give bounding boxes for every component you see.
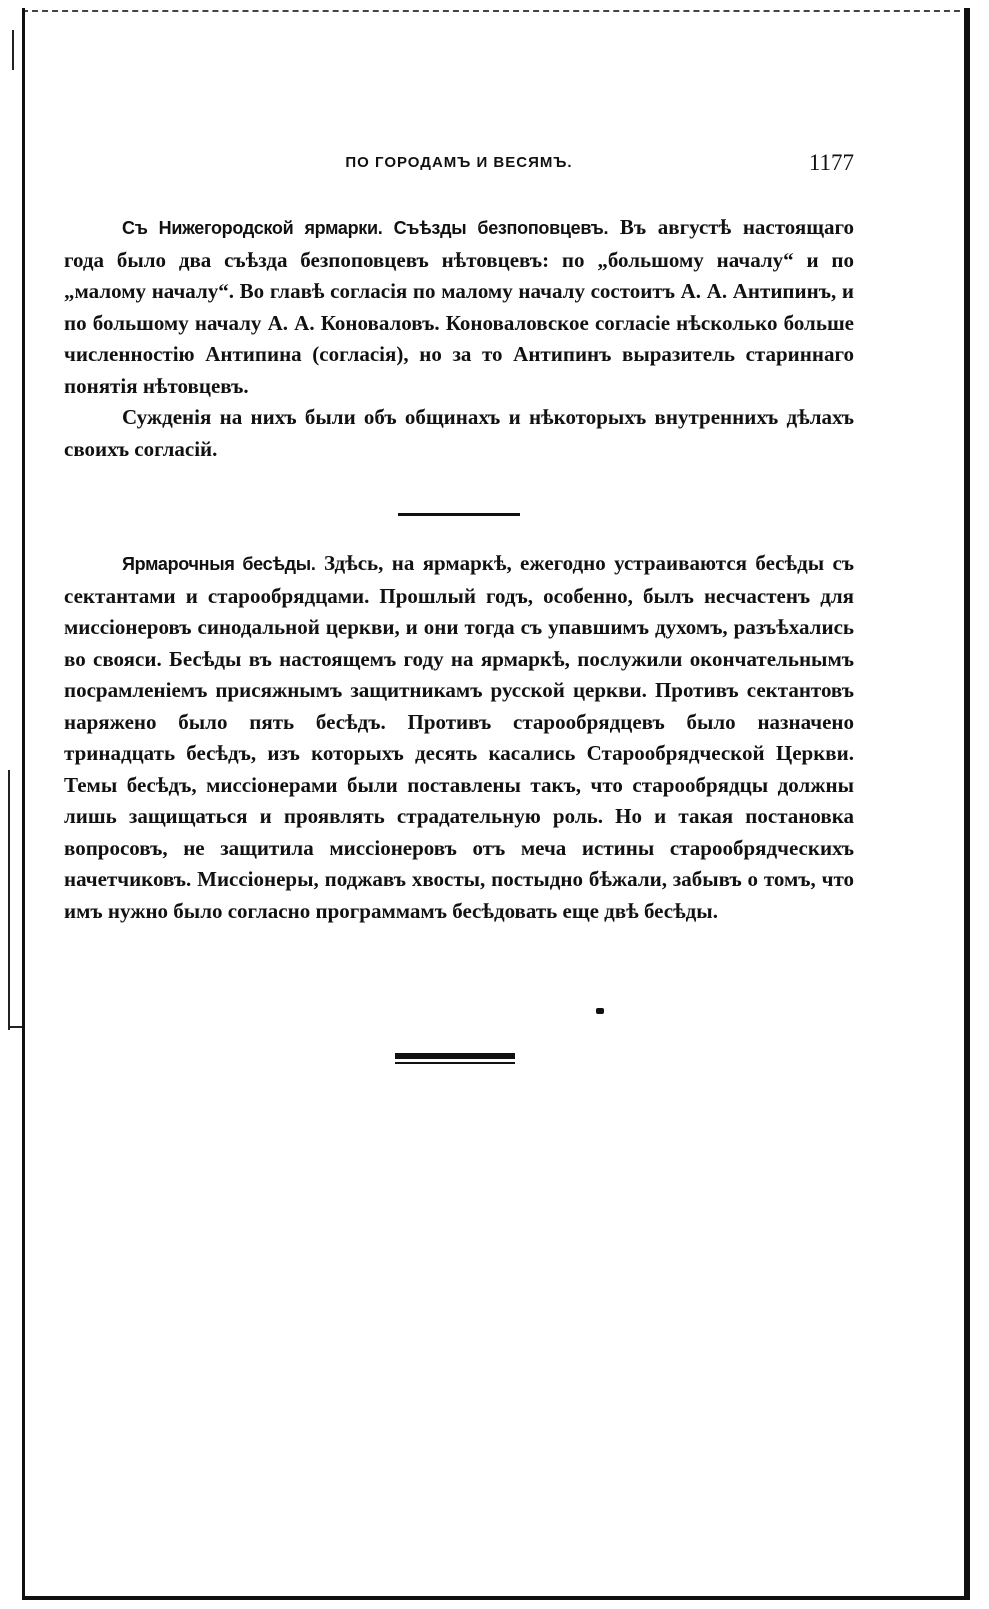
paragraph-text: Въ августѣ настоящаго года было два съѣзда безпоповцевъ нѣтовцевъ: по „большому началу“ и по „малому началу“. Во главѣ согласія по малому началу состоитъ А. А. Антипинъ, и по большому началу А. А. Коноваловъ. Коноваловское согласіе нѣсколько больше численностію Антипина (согласія), но за то Антипинъ выразитель стариннаго понятія нѣтовцевъ. [64, 215, 855, 398]
margin-mark [8, 1026, 22, 1028]
paragraph-text: Здѣсь, на ярмаркѣ, ежегодно устраиваются бесѣды съ сектантами и старообрядцами. Прошлый годъ, особенно, былъ несчастенъ для миссіонеровъ синодальной церкви, и они тогда съ упавшимъ духомъ, разъѣхались во свояси. Бесѣды въ настоящемъ году на ярмаркѣ, послужили окончательнымъ посрамленіемъ присяжнымъ защитникамъ русской церкви. Противъ сектантовъ наряжено было пять бесѣдъ. Противъ старообрядцевъ было назначено тринадцать бесѣдъ, изъ которыхъ десять касались Старообрядческой Церкви. Темы бесѣдъ, миссіонерами были поставлены такъ, что старообрядцы должны лишь защищаться и проявлять страдательную роль. Но и такая постановка вопросовъ, не защитила миссіонеровъ отъ меча истины старообрядческихъ начетчиковъ. Миссіонеры, поджавъ хвосты, постыдно бѣжали, забывъ о томъ, что имъ нужно было согласно программамъ бесѣдовать еще двѣ бесѣды. [64, 551, 855, 923]
article-rubric: Съ Нижегородской ярмарки. Съѣзды безпоповцевъ. [122, 218, 609, 238]
ink-dot [596, 1008, 604, 1014]
article-rubric: Ярмарочныя бесѣды. [122, 554, 316, 574]
end-rule [395, 1053, 515, 1059]
paragraph-text: Сужденія на нихъ были объ общинахъ и нѣкоторыхъ внутреннихъ дѣлахъ своихъ согласій. [64, 405, 854, 461]
section-divider [398, 513, 520, 516]
article-fair-debates [64, 548, 854, 927]
paragraph [64, 548, 854, 927]
page-header [64, 150, 854, 182]
paragraph [64, 212, 854, 402]
article-nizhny-fair [64, 212, 854, 465]
end-rule [395, 1062, 515, 1064]
running-title: ПО ГОРОДАМЪ И ВЕСЯМЪ. [345, 154, 573, 171]
margin-mark [12, 30, 14, 70]
paragraph [64, 402, 854, 465]
margin-mark [8, 770, 10, 1030]
page-number: 1177 [808, 150, 854, 175]
